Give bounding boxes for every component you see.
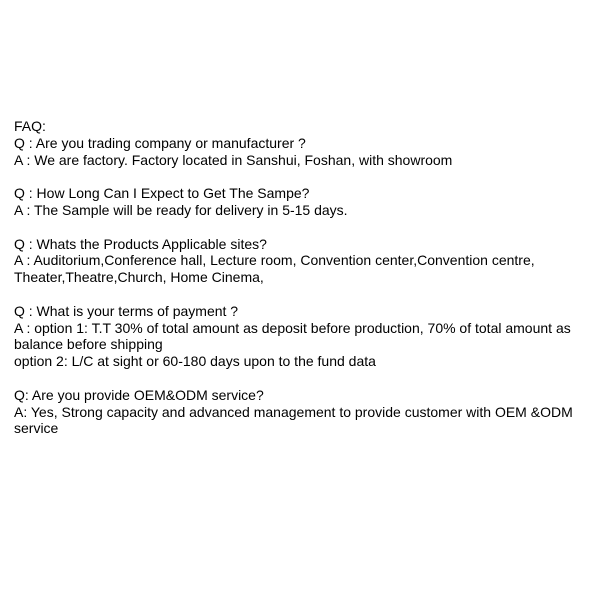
faq-section bbox=[14, 118, 598, 437]
faq-question-4: Q : What is your terms of payment ? bbox=[14, 302, 239, 319]
faq-answer-1: A : We are factory. Factory located in Sanshui, Foshan, with showroom bbox=[14, 151, 453, 168]
faq-spacer bbox=[14, 370, 598, 387]
faq-answer-4: A : option 1: T.T 30% of total amount as deposit before production, 70% of total amount as balance before shipping bbox=[14, 319, 571, 353]
faq-title: FAQ: bbox=[14, 118, 46, 134]
faq-spacer bbox=[14, 219, 598, 236]
faq-answer-4-option-2: option 2: L/C at sight or 60-180 days upon to the fund data bbox=[14, 353, 376, 370]
faq-question-5: Q: Are you provide OEM&ODM service? bbox=[14, 386, 264, 403]
faq-question-1: Q : Are you trading company or manufacturer ? bbox=[14, 134, 306, 151]
faq-question-2: Q : How Long Can I Expect to Get The Sampe? bbox=[14, 185, 310, 202]
faq-question-3: Q : Whats the Products Applicable sites? bbox=[14, 235, 267, 252]
faq-spacer bbox=[14, 286, 598, 303]
faq-answer-3: A : Auditorium,Conference hall, Lecture room, Convention center,Convention centre, Theater,Theatre,Church, Home Cinema, bbox=[14, 252, 535, 286]
faq-spacer bbox=[14, 168, 598, 185]
faq-answer-2: A : The Sample will be ready for delivery in 5-15 days. bbox=[14, 201, 348, 218]
faq-answer-5: A: Yes, Strong capacity and advanced management to provide customer with OEM &ODM service bbox=[14, 403, 573, 437]
